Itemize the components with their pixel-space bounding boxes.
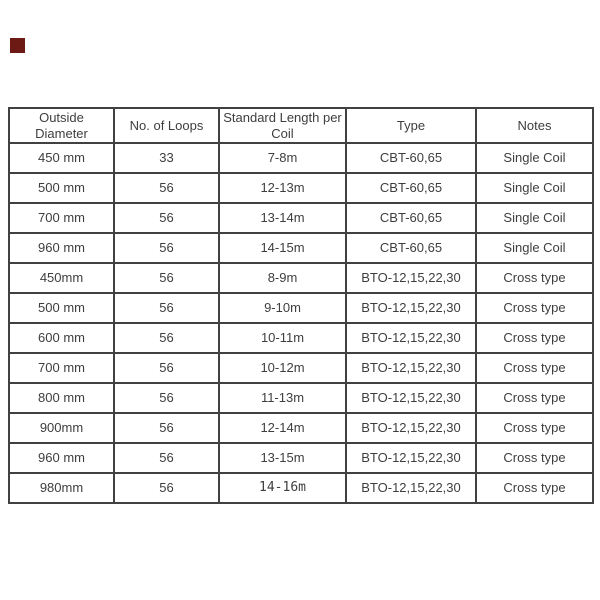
table-cell: 9-10m bbox=[219, 293, 346, 323]
table-cell: 56 bbox=[114, 383, 219, 413]
table-cell: 800 mm bbox=[9, 383, 114, 413]
table-cell: 8-9m bbox=[219, 263, 346, 293]
table-row bbox=[9, 203, 593, 233]
table-cell: 56 bbox=[114, 293, 219, 323]
table-cell: 700 mm bbox=[9, 353, 114, 383]
table-row bbox=[9, 173, 593, 203]
table-row bbox=[9, 353, 593, 383]
header-row bbox=[9, 108, 593, 143]
table-cell: 56 bbox=[114, 203, 219, 233]
table-cell: 700 mm bbox=[9, 203, 114, 233]
table-cell: BTO-12,15,22,30 bbox=[346, 383, 476, 413]
column-header: Outside Diameter bbox=[9, 108, 114, 143]
table-cell: 14-15m bbox=[219, 233, 346, 263]
table-cell: 10-11m bbox=[219, 323, 346, 353]
table-cell: Single Coil bbox=[476, 143, 593, 173]
table-cell: 450mm bbox=[9, 263, 114, 293]
table-cell: BTO-12,15,22,30 bbox=[346, 263, 476, 293]
table-cell: 14-16m bbox=[219, 473, 346, 503]
table-cell: 12-14m bbox=[219, 413, 346, 443]
table-cell: 56 bbox=[114, 413, 219, 443]
column-header: Type bbox=[346, 108, 476, 143]
table-cell: 450 mm bbox=[9, 143, 114, 173]
table-cell: 980mm bbox=[9, 473, 114, 503]
table-cell: Cross type bbox=[476, 473, 593, 503]
table-cell: 13-14m bbox=[219, 203, 346, 233]
table-row bbox=[9, 473, 593, 503]
table-cell: BTO-12,15,22,30 bbox=[346, 353, 476, 383]
table-cell: Single Coil bbox=[476, 203, 593, 233]
table-cell: Cross type bbox=[476, 383, 593, 413]
spec-table bbox=[8, 107, 594, 504]
table-row bbox=[9, 293, 593, 323]
table-row bbox=[9, 413, 593, 443]
table-cell: Single Coil bbox=[476, 233, 593, 263]
table-cell: Cross type bbox=[476, 263, 593, 293]
column-header: No. of Loops bbox=[114, 108, 219, 143]
table-cell: 600 mm bbox=[9, 323, 114, 353]
table-cell: CBT-60,65 bbox=[346, 143, 476, 173]
table-cell: Cross type bbox=[476, 323, 593, 353]
table-cell: Cross type bbox=[476, 293, 593, 323]
table-cell: 7-8m bbox=[219, 143, 346, 173]
table-row bbox=[9, 263, 593, 293]
table-cell: BTO-12,15,22,30 bbox=[346, 413, 476, 443]
table-cell: 960 mm bbox=[9, 443, 114, 473]
table-cell: 56 bbox=[114, 353, 219, 383]
table-cell: 500 mm bbox=[9, 293, 114, 323]
table-cell: 500 mm bbox=[9, 173, 114, 203]
table-cell: Cross type bbox=[476, 413, 593, 443]
table-cell: BTO-12,15,22,30 bbox=[346, 443, 476, 473]
table-cell: 56 bbox=[114, 263, 219, 293]
table-cell: CBT-60,65 bbox=[346, 203, 476, 233]
table-cell: 12-13m bbox=[219, 173, 346, 203]
table-row bbox=[9, 443, 593, 473]
table-cell: 56 bbox=[114, 473, 219, 503]
table-cell: 33 bbox=[114, 143, 219, 173]
table-row bbox=[9, 233, 593, 263]
table-cell: 56 bbox=[114, 323, 219, 353]
table-cell: Cross type bbox=[476, 443, 593, 473]
table-cell: 900mm bbox=[9, 413, 114, 443]
table-body bbox=[9, 143, 593, 503]
table-row bbox=[9, 323, 593, 353]
table-cell: Single Coil bbox=[476, 173, 593, 203]
table-row bbox=[9, 383, 593, 413]
column-header: Notes bbox=[476, 108, 593, 143]
table-cell: 10-12m bbox=[219, 353, 346, 383]
table-cell: 56 bbox=[114, 443, 219, 473]
table-cell: 13-15m bbox=[219, 443, 346, 473]
table-cell: CBT-60,65 bbox=[346, 233, 476, 263]
table-cell: BTO-12,15,22,30 bbox=[346, 323, 476, 353]
watermark-icon bbox=[10, 38, 25, 53]
table-row bbox=[9, 143, 593, 173]
table-cell: 56 bbox=[114, 173, 219, 203]
table-cell: 11-13m bbox=[219, 383, 346, 413]
table-cell: BTO-12,15,22,30 bbox=[346, 473, 476, 503]
table-cell: CBT-60,65 bbox=[346, 173, 476, 203]
table-cell: BTO-12,15,22,30 bbox=[346, 293, 476, 323]
table-cell: 56 bbox=[114, 233, 219, 263]
column-header: Standard Length per Coil bbox=[219, 108, 346, 143]
table-cell: 960 mm bbox=[9, 233, 114, 263]
table-cell: Cross type bbox=[476, 353, 593, 383]
